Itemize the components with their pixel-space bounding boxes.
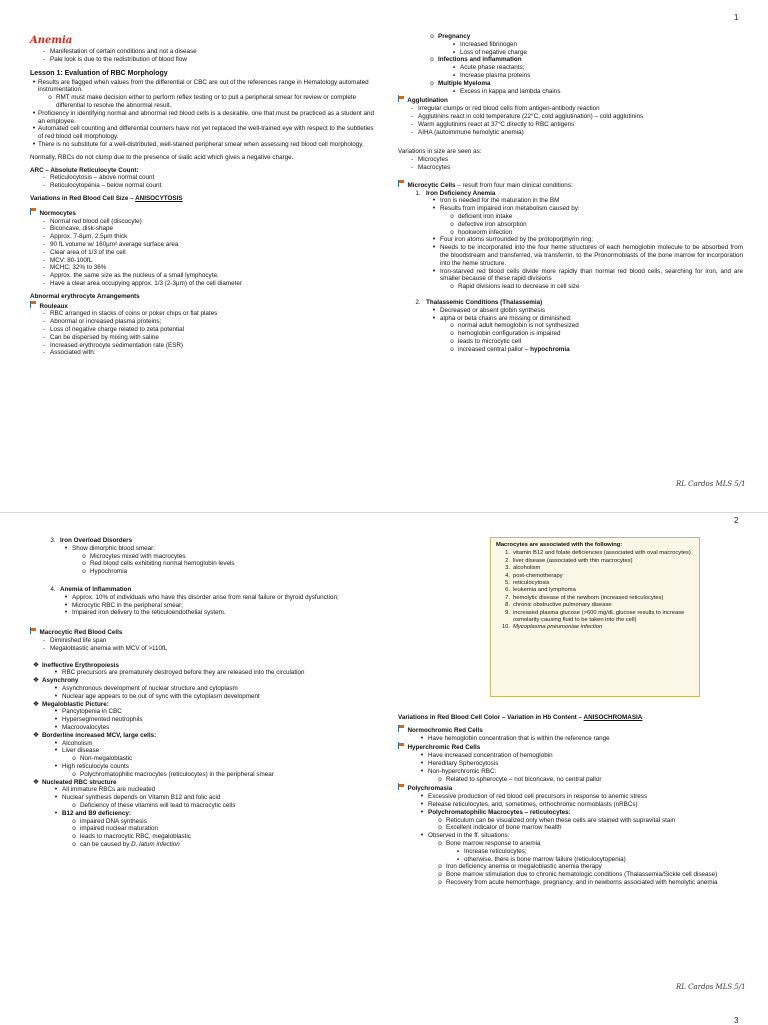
list-item: AIHA (autoimmune hemolytic anemia) — [418, 128, 524, 136]
list-heading: B12 and B9 deficiency: — [62, 809, 131, 817]
list-item: Liver disease — [62, 747, 100, 755]
box-item: reticulocytosis — [513, 580, 550, 587]
list-item: Non-megaloblastic — [80, 755, 133, 763]
list-item: Warm agglutinins react at 37°C directly to RBC antigens — [418, 120, 575, 128]
list-item: Bone marrow response to anemia — [446, 839, 541, 847]
list-item: RBC precursors are prematurely destroyed before they are released into the circulation — [62, 669, 305, 677]
list-item: All immature RBCs are nucleated — [62, 786, 156, 794]
list-item: Four iron atoms surrounded by the protoporphyrin ring; — [440, 236, 593, 244]
macrocytic-heading: Macrocytic Red Blood Cells — [30, 627, 385, 637]
size-seen-heading: Variations in size are seen as: — [398, 148, 482, 156]
list-item: can be caused by D. latum infection — [80, 840, 180, 848]
list-item: Microcytic RBC in the peripheral smear; — [72, 601, 183, 609]
flag-icon — [398, 783, 404, 790]
arrangements-heading: Abnormal erythrocyte Arrangements — [30, 292, 140, 300]
list-item: Recovery from acute hemorrhage, pregnancy, and in newborns associated with hemolytic anemia — [446, 878, 718, 886]
diamond-bullet-icon: ❖ — [32, 778, 40, 786]
list-item: impaired nuclear maturation — [80, 825, 159, 833]
list-item: alpha or beta chains are missing or diminished: — [440, 314, 572, 322]
list-item: defective iron absorption — [458, 220, 527, 228]
list-item: Irregular clumps or red blood cells from antigen-antibody reaction — [418, 105, 600, 113]
list-item: There is no substitute for a well-distributed, well-stained peripheral smear when assessing red blood cell morphology. — [38, 140, 364, 148]
list-heading: Anemia of Inflammation — [60, 585, 132, 593]
box-item: hemolytic disease of the newborn (increased reticulocytes) — [513, 594, 664, 601]
list-item: Have hemoglobin concentration that is within the reference range — [428, 734, 610, 742]
sialic-note: Normally, RBCs do not clump due to the presence of sialic acid which gives a negative charge. — [30, 153, 294, 161]
arc-title: ARC – Absolute Reticulocyte Count: — [30, 166, 139, 174]
signature: RL Cardos MLS 5/1 — [676, 983, 746, 991]
polychromasia-heading: Polychromasia — [398, 783, 743, 793]
list-item: Microcytes — [418, 156, 449, 164]
signature: RL Cardos MLS 5/1 — [676, 480, 746, 488]
list-item: Reticulocytopenia – below normal count — [50, 182, 162, 190]
microcytic-heading: Microcytic Cells – result from four main clinical conditions: — [398, 180, 743, 190]
list-item: Iron-starved red blood cells divide more rapidly than normal red blood cells, searching for iron, and are smaller because of these rapid divisions — [440, 267, 743, 283]
page-number: 1 — [734, 13, 739, 22]
section-heading: Variations in Red Blood Cell Size – ANISOCYTOSIS — [30, 194, 183, 202]
list-item: Loss of negative charge related to zeta potential — [50, 325, 185, 333]
list-item: otherwise, there is bone marrow failure (reticulocytopenia) — [464, 855, 626, 863]
list-item: Increased fibrinogen — [460, 40, 518, 48]
list-item: Normal red blood cell (discocyte) — [50, 217, 142, 225]
list-item: Results are flagged when values from the differential or CBC are out of the references range in Hematology automated instrumentation. — [38, 78, 369, 94]
list-item: Pale look is due to the redistribution of blood flow — [50, 55, 187, 63]
box-item: liver disease (associated with thin macrocytes) — [513, 557, 633, 564]
list-item: Iron deficiency anemia or megaloblastic anemia therapy — [446, 863, 602, 871]
page-title: Anemia — [30, 35, 73, 46]
list-item: Acute phase reactants; — [460, 64, 525, 72]
list-item: Diminished life span — [50, 636, 107, 644]
list-item: hookworm infection — [458, 228, 513, 236]
list-item: Pancytopenia in CBC — [62, 708, 122, 716]
list-item: Increase reticulocytes; — [464, 847, 527, 855]
page-1 — [0, 0, 768, 500]
normochromic-heading: Normochromic Red Cells — [398, 725, 743, 735]
list-item: Macrocytes — [418, 163, 451, 171]
list-item: Approx. 10% of individuals who have this disorder arise from renal failure or thyroid dysfunction; — [72, 593, 339, 601]
page1-right-column: o Pregnancy ▪ Increased fibrinogen ▪ Loss of negative charge o Infections and inflammation ▪ Acute phase reactants; ▪ Increase plasma proteins o Multiple Myeloma ▪ Excess in kappa and lambda chains Agglutination - Irregular clumps or red blood cells from antigen-antibody reaction - Agglutinins react in cold temperature (22°C, cold agglutination) – cold agglutinins - Warm agglutinins react at 37°C directly to RBC antigens - AIHA (autoimmune hemolytic anemia) Variations in size are seen as: - Microcytes - Macrocytes Microcytic Cells – result from four main clinical conditions: 1. Iron Deficiency Anemia • Iron is needed for the maturation in the BM • Results from impaired iron metabolism caused by: o deficient iron intake o defective iron absorption o hookworm infection • Four iron atoms surrounded by the protoporphyrin ring; • Needs to be incorporated into the four heme structures of each hemoglobin molecule to be absorbed from the bloodstream and transferred, via transferrin, to the Pronormoblasts of the bone marrow for incorporation into the heme structure. • Iron-starved red blood cells divide more rapidly than normal red blood cells, searching for iron, and are smaller because of these rapid divisions o Rapid divisions lead to decrease in cell size 2. Thalassemic Conditions (Thalassemia) • Decreased or absent globin synthesis • alpha or beta chains are missing or diminished: o normal adult hemoglobin is not synthesized o hemoglobin configuration is impaired o leads to microcytic cell o increased central pallor – hypochromia — [398, 33, 743, 353]
page-number: 3 — [734, 1016, 739, 1025]
list-item: Loss of negative charge — [460, 48, 527, 56]
list-item: RBC arranged in stacks of coins or poker chips or flat plates — [50, 310, 218, 318]
normocytes-heading: Normocytes — [30, 208, 375, 218]
list-heading: Multiple Myeloma — [438, 79, 491, 87]
list-item: Results from impaired iron metabolism caused by: — [440, 205, 580, 213]
flag-icon — [30, 301, 36, 308]
box-item: increased plasma glucose (>600 mg/dL glucose results to increase osmolarity causing fluid to be taken into the cell) — [513, 609, 685, 624]
list-item: Agglutinins react in cold temperature (22°C, cold agglutination) – cold agglutinins — [418, 112, 644, 120]
diamond-bullet-icon: ❖ — [32, 677, 40, 685]
list-heading: Megaloblastic Picture: — [42, 700, 109, 708]
list-item: impaired DNA synthesis — [80, 817, 147, 825]
list-heading: Pregnancy — [438, 33, 471, 40]
list-heading: Thalassemic Conditions (Thalassemia) — [426, 298, 543, 306]
list-item: 90 fL volume w/ 160µm² average surface area — [50, 240, 179, 248]
flag-icon — [30, 208, 36, 215]
list-heading: Infections and inflammation — [438, 56, 522, 64]
list-item: Biconcave, disk-shape — [50, 225, 114, 233]
list-item: Release reticulocytes, and, sometimes, orthochromic normoblasts (nRBCs) — [428, 800, 638, 808]
list-item: Have a clear area occupying approx. 1/3 (2-3µm) of the cell diameter — [50, 279, 242, 287]
list-item: leads to macrocytic RBC, megaloblastic — [80, 833, 191, 841]
flag-icon — [398, 725, 404, 732]
lesson-title: Lesson 1: Evaluation of RBC Morphology — [30, 69, 168, 77]
flag-icon — [398, 742, 404, 749]
list-item: Approx. the same size as the nucleus of a small lymphocyte. — [50, 272, 219, 280]
list-item: Increased erythrocyte sedimentation rate (ESR) — [50, 341, 183, 349]
list-item: Have increased concentration of hemoglobin — [428, 752, 553, 760]
section-heading: Variations in Red Blood Cell Color – Variation in Hb Content – ANISOCHROMASIA — [398, 714, 643, 721]
page2-left-column: 3. Iron Overload Disorders • Show dimorphic blood smear: o Microcytes mixed with macrocytes o Red blood cells exhibiting normal hemoglobin levels o Hypochromia 4. Anemia of Inflammation • Approx. 10% of individuals who have this disorder arise from renal failure or thyroid dysfunction; • Microcytic RBC in the peripheral smear; • Impaired iron delivery to the reticuloendothelial system. Macrocytic Red Blood Cells - Diminished life span - Megaloblastic anemia with MCV of >110fL ❖ Ineffective Erythropoiesis • RBC precursors are prematurely destroyed before they are released into the circulation ❖ Asynchrony • Asynchronous development of nuclear structure and cytoplasm • Nuclear age appears to be out of sync with the cytoplasm development ❖ Megaloblastic Picture: • Pancytopenia in CBC • Hypersegmented neutrophils • Macroovalocytes ❖ Borderline increased MCV, large cells: • Alcoholism • Liver disease o Non-megaloblastic • High reticulocyte counts o Polychromatophilic macrocytes (reticulocytes) in the peripheral smear ❖ Nucleated RBC structure • All immature RBCs are nucleated • Nuclear synthesis depends on Vitamin B12 and folic acid o Deficiency of these vitamins will lead to macrocytic cells • B12 and B9 deficiency: o impaired DNA synthesis o impaired nuclear maturation o leads to macrocytic RBC, megaloblastic o can be caused by D. latum infection — [30, 537, 385, 849]
list-item: Excessive production of red blood cell precursors in response to anemic stress — [428, 793, 648, 801]
list-heading: Iron Overload Disorders — [60, 537, 133, 544]
list-item: RMT must make decision either to perform reflex testing or to pull a peripheral smear for review or complete differential to resolve the abnormal result. — [56, 94, 357, 109]
flag-icon — [398, 95, 404, 102]
list-item: Reticulocytosis – above normal count — [50, 174, 155, 182]
list-item: Deficiency of these vitamins will lead to macrocytic cells — [80, 801, 236, 809]
diamond-bullet-icon: ❖ — [32, 731, 40, 739]
box-item: Mycoplasma pneumoniae infection — [513, 624, 603, 631]
box-title: Macrocytes are associated with the following: — [496, 542, 623, 548]
list-item: Impaired iron delivery to the reticuloendothelial system. — [72, 609, 226, 617]
list-heading: Ineffective Erythropoiesis — [42, 661, 119, 669]
list-item: Microcytes mixed with macrocytes — [90, 552, 186, 560]
flag-icon — [398, 180, 404, 187]
list-item: Hypochromia — [90, 568, 128, 576]
list-item: Related to spherocyte – not biconcave, no central pallor — [446, 775, 602, 783]
agglutination-heading: Agglutination — [398, 95, 743, 105]
list-item: High reticulocyte counts — [62, 762, 129, 770]
list-item: Megaloblastic anemia with MCV of >110fL — [50, 644, 168, 652]
page1-left-column: Anemia - Manifestation of certain conditions and not a disease - Pale look is due to the redistribution of blood flow Lesson 1: Evaluation of RBC Morphology • Results are flagged when values from the differential or CBC are out of the references range in Hematology automated instrumentation. o RMT must make decision either to perform reflex testing or to pull a peripheral smear for review or complete differential to resolve the abnormal result. • Proficiency in identifying normal and abnormal red blood cells is a desirable, one that must be practiced as a student and an employee. • Automated cell counting and differential counters have not yet replaced the well-trained eye with respect to the subtleties of red blood cell morphology. • There is no substitute for a well-distributed, well-stained peripheral smear when assessing red blood cell morphology. Normally, RBCs do not clump due to the presence of sialic acid which gives a negative charge. ARC – Absolute Reticulocyte Count: - Reticulocytosis – above normal count - Reticulocytopenia – below normal count Variations in Red Blood Cell Size – ANISOCYTOSIS Normocytes - Normal red blood cell (discocyte) - Biconcave, disk-shape - Approx. 7-8µm, 2.5µm thick - 90 fL volume w/ 160µm² average surface area - Clear area of 1/3 of the cell - MCV: 80-100fL - MCHC: 32% to 36% - Approx. the same size as the nucleus of a small lymphocyte. - Have a clear area occupying approx. 1/3 (2-3µm) of the cell diameter Abnormal erythrocyte Arrangements Rouleaux - RBC arranged in stacks of coins or poker chips or flat plates - Abnormal or increased plasma proteins; - Loss of negative charge related to zeta potential - Can be dispersed by mixing with saline - Increased erythrocyte sedimentation rate (ESR) - Associated with: — [30, 35, 375, 357]
list-item: Bone marrow stimulation due to chronic hematologic conditions (Thalassemia/Sickle cell disease) — [446, 871, 718, 879]
list-item: Asynchronous development of nuclear structure and cytoplasm — [62, 684, 238, 692]
list-item: Nuclear synthesis depends on Vitamin B12 and folic acid — [62, 794, 221, 802]
page-number: 2 — [734, 516, 739, 525]
list-item: MCHC: 32% to 36% — [50, 264, 107, 272]
list-item: Excess in kappa and lambda chains — [460, 87, 561, 95]
list-item: Show dimorphic blood smear: — [72, 544, 155, 552]
box-item: leukemia and lymphoma — [513, 587, 576, 594]
list-item: Needs to be incorporated into the four heme structures of each hemoglobin molecule to be absorbed from the bloodstream and transferred, via transferrin, to the Pronormoblasts of the bone marrow for incorporation into the heme structure. — [440, 244, 743, 267]
list-item: hemoglobin configuration is impaired — [458, 330, 561, 338]
rouleaux-heading: Rouleaux — [30, 301, 375, 311]
list-item: Nuclear age appears to be out of sync with the cytoplasm development — [62, 692, 260, 700]
list-item: Clear area of 1/3 of the cell — [50, 248, 126, 256]
list-item: Decreased or absent globin synthesis — [440, 306, 546, 314]
list-item: Approx. 7-8µm, 2.5µm thick — [50, 233, 128, 241]
list-item: Increase plasma proteins — [460, 71, 531, 79]
box-item: chronic obstructive pulmonary disease — [513, 602, 612, 609]
list-item: Automated cell counting and differential counters have not yet replaced the well-trained eye with respect to the subtleties of red blood cell morphology. — [38, 125, 374, 141]
list-heading: Iron Deficiency Anemia — [426, 189, 496, 197]
list-heading: Borderline increased MCV, large cells: — [42, 731, 157, 739]
hyperchromic-heading: Hyperchromic Red Cells — [398, 742, 743, 752]
list-item: increased central pallor – hypochromia — [458, 345, 570, 353]
list-item: Hypersegmented neutrophils — [62, 716, 143, 724]
list-item: Non-hyperchromic RBC: — [428, 767, 497, 775]
list-item: normal adult hemoglobin is not synthesized — [458, 322, 579, 330]
list-item: Rapid divisions lead to decrease in cell size — [458, 283, 580, 291]
list-item: Proficiency in identifying normal and abnormal red blood cells is a desirable, one that must be practiced as a student and an employee. — [38, 109, 375, 125]
list-item: Excellent indicator of bone marrow health — [446, 824, 562, 832]
list-item: Can be dispersed by mixing with saline — [50, 333, 159, 341]
list-item: Hereditary Spherocytosis — [428, 759, 499, 767]
diamond-bullet-icon: ❖ — [32, 700, 40, 708]
diamond-bullet-icon: ❖ — [32, 661, 40, 669]
list-item: MCV: 80-100fL — [50, 256, 93, 264]
list-item: Manifestation of certain conditions and not a disease — [50, 48, 197, 55]
box-item: vitamin B12 and folate deficiencies (associated with oval macrocytes) — [513, 550, 691, 557]
list-item: Macroovalocytes — [62, 723, 110, 731]
list-heading: Polychromatophilic Macrocytes – reticulocytes: — [428, 808, 571, 816]
list-item: leads to microcytic cell — [458, 337, 521, 345]
list-heading: Asynchrony — [42, 677, 79, 685]
list-item: Abnormal or increased plasma proteins; — [50, 318, 162, 326]
box-item: alcoholism — [513, 565, 541, 572]
box-item: post-chemotherapy — [513, 572, 563, 579]
flag-icon — [30, 627, 36, 634]
list-item: Polychromatophilic macrocytes (reticulocytes) in the peripheral smear — [80, 770, 274, 778]
list-item: deficient iron intake — [458, 212, 513, 220]
list-item: Red blood cells exhibiting normal hemoglobin levels — [90, 560, 235, 568]
list-item: Associated with: — [50, 349, 96, 357]
macrocytes-info-box: Macrocytes are associated with the following: 1. vitamin B12 and folate deficiencies (associated with oval macrocytes) 2. liver disease (associated with thin macrocytes) 3. alcoholism 4. post-chemotherapy 5. reticulocytosis 6. leukemia and lymphoma 7. hemolytic disease of the newborn (increased reticulocytes) 8. chronic obstructive pulmonary disease 9. increased plasma glucose (>600 mg/dL glucose results to increase osmolarity causing fluid to be taken into the cell) 10. Mycoplasma pneumoniae infection — [490, 537, 700, 697]
list-item: Observed in the ff. situations: — [428, 832, 510, 840]
list-item: Reticulum can be visualized only when these cells are stained with supravital stain — [446, 816, 676, 824]
page2-right-column: Variations in Red Blood Cell Color – Variation in Hb Content – ANISOCHROMASIA Normochromic Red Cells • Have hemoglobin concentration that is within the reference range Hyperchromic Red Cells • Have increased concentration of hemoglobin • Hereditary Spherocytosis • Non-hyperchromic RBC: o Related to spherocyte – not biconcave, no central pallor Polychromasia • Excessive production of red blood cell precursors in response to anemic stress • Release reticulocytes, and, sometimes, orthochromic normoblasts (nRBCs) • Polychromatophilic Macrocytes – reticulocytes: o Reticulum can be visualized only when these cells are stained with supravital stain o Excellent indicator of bone marrow health • Observed in the ff. situations: o Bone marrow response to anemia ▪ Increase reticulocytes; ▪ otherwise, there is bone marrow failure (reticulocytopenia) o Iron deficiency anemia or megaloblastic anemia therapy o Bone marrow stimulation due to chronic hematologic conditions (Thalassemia/Sickle cell disease) o Recovery from acute hemorrhage, pregnancy, and in newborns associated with hemolytic anemia — [398, 714, 743, 887]
list-item: Iron is needed for the maturation in the BM — [440, 197, 560, 205]
list-heading: Nucleated RBC structure — [42, 778, 117, 786]
list-item: Alcoholism — [62, 739, 93, 747]
